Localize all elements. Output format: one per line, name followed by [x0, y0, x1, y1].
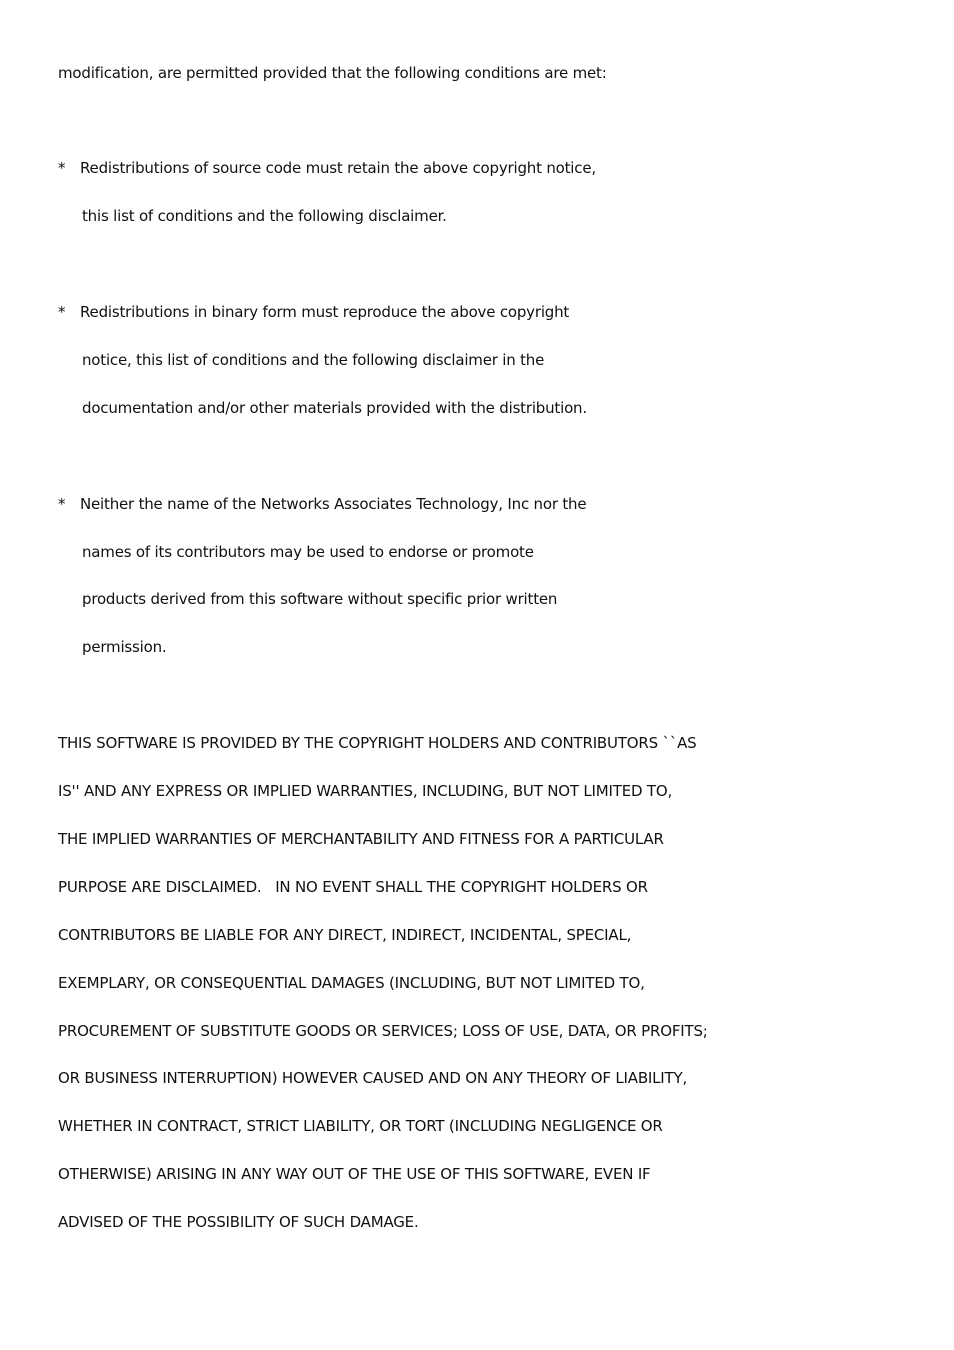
condition-line: this list of conditions and the following disclaimer. — [82, 207, 447, 225]
disclaimer-line: OTHERWISE) ARISING IN ANY WAY OUT OF THE USE OF THIS SOFTWARE, EVEN IF — [58, 1165, 651, 1183]
condition-line: Redistributions in binary form must reproduce the above copyright — [80, 303, 570, 321]
disclaimer-line: THE IMPLIED WARRANTIES OF MERCHANTABILITY AND FITNESS FOR A PARTICULAR — [58, 830, 664, 848]
condition-line: notice, this list of conditions and the following disclaimer in the — [82, 351, 545, 369]
bullet-marker: * — [58, 303, 66, 321]
condition-line: names of its contributors may be used to endorse or promote — [82, 543, 534, 561]
disclaimer-line: PROCUREMENT OF SUBSTITUTE GOODS OR SERVICES; LOSS OF USE, DATA, OR PROFITS; — [58, 1022, 708, 1040]
disclaimer-line: ADVISED OF THE POSSIBILITY OF SUCH DAMAGE. — [58, 1213, 419, 1231]
condition-line: Neither the name of the Networks Associates Technology, Inc nor the — [80, 495, 587, 513]
intro-text: modification, are permitted provided that the following conditions are met: — [58, 64, 607, 82]
disclaimer-line: IS'' AND ANY EXPRESS OR IMPLIED WARRANTIES, INCLUDING, BUT NOT LIMITED TO, — [58, 782, 673, 800]
condition-line: permission. — [82, 638, 167, 656]
condition-line: documentation and/or other materials provided with the distribution. — [82, 399, 587, 417]
disclaimer-line: THIS SOFTWARE IS PROVIDED BY THE COPYRIGHT HOLDERS AND CONTRIBUTORS ``AS — [58, 734, 697, 752]
bullet-marker: * — [58, 159, 66, 177]
disclaimer-line: WHETHER IN CONTRACT, STRICT LIABILITY, OR TORT (INCLUDING NEGLIGENCE OR — [58, 1117, 663, 1135]
disclaimer-line: OR BUSINESS INTERRUPTION) HOWEVER CAUSED AND ON ANY THEORY OF LIABILITY, — [58, 1069, 688, 1087]
disclaimer-line: CONTRIBUTORS BE LIABLE FOR ANY DIRECT, INDIRECT, INCIDENTAL, SPECIAL, — [58, 926, 632, 944]
disclaimer-line: EXEMPLARY, OR CONSEQUENTIAL DAMAGES (INCLUDING, BUT NOT LIMITED TO, — [58, 974, 645, 992]
condition-line: Redistributions of source code must retain the above copyright notice, — [80, 159, 596, 177]
disclaimer-line: PURPOSE ARE DISCLAIMED. IN NO EVENT SHALL THE COPYRIGHT HOLDERS OR — [58, 878, 648, 896]
condition-line: products derived from this software without specific prior written — [82, 590, 558, 608]
bullet-marker: * — [58, 495, 66, 513]
